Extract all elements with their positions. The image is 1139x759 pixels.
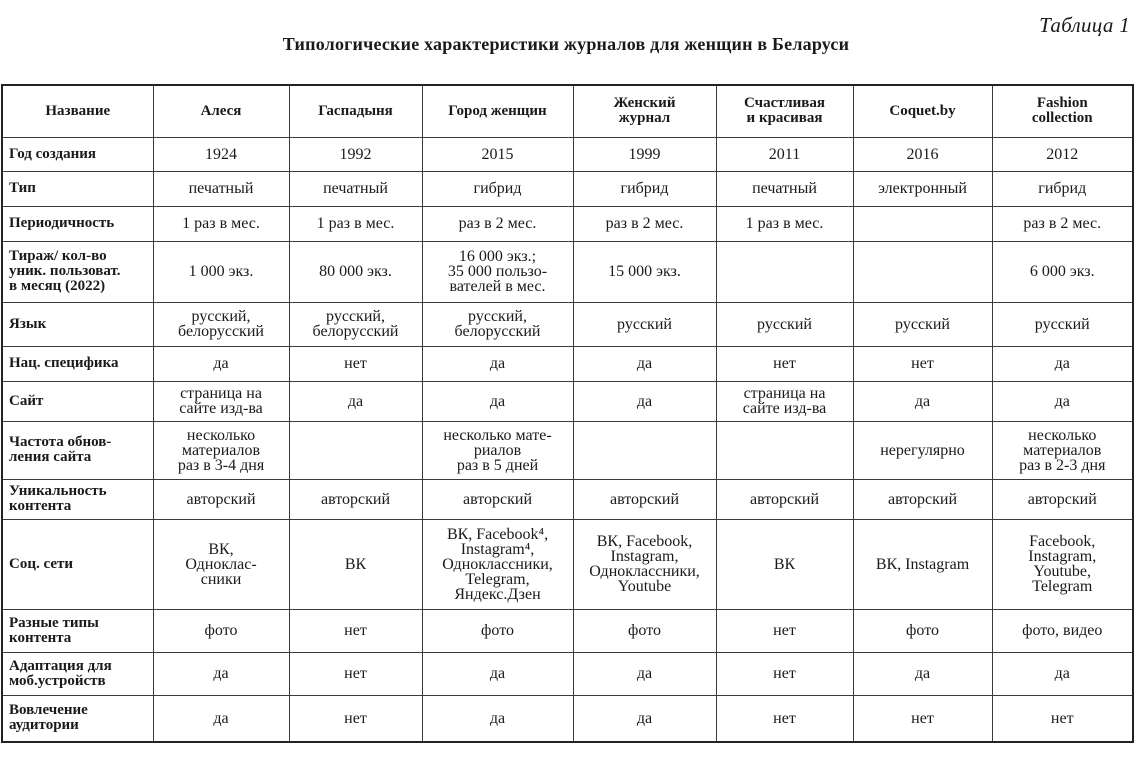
table-row	[2, 479, 1133, 519]
table-cell: нет	[992, 695, 1133, 742]
table-row	[2, 241, 1133, 302]
table-cell: раз в 2 мес.	[573, 206, 716, 241]
table-number-label: Таблица 1	[1039, 13, 1130, 37]
table-cell: 2015	[422, 137, 573, 171]
table-cell: ВК, Facebook, Instagram, Одноклассники, Youtube	[573, 519, 716, 609]
table-cell: раз в 2 мес.	[992, 206, 1133, 241]
table-cell: нет	[289, 346, 422, 381]
table-cell: ВК	[289, 519, 422, 609]
row-label-cell: Адаптация для моб.устройств	[2, 652, 153, 695]
row-label-cell: Вовлечение аудитории	[2, 695, 153, 742]
table-row	[2, 137, 1133, 171]
table-cell: фото	[422, 609, 573, 652]
table-cell: русский	[853, 302, 992, 346]
table-cell: да	[422, 652, 573, 695]
table-cell: печатный	[289, 171, 422, 206]
row-label-cell: Частота обнов- ления сайта	[2, 421, 153, 479]
table-row	[2, 381, 1133, 421]
table-cell: печатный	[153, 171, 289, 206]
table-cell: 2016	[853, 137, 992, 171]
table-cell: нет	[716, 609, 853, 652]
table-cell: авторский	[716, 479, 853, 519]
table-cell: русский	[716, 302, 853, 346]
table-row	[2, 695, 1133, 742]
table-cell: 1992	[289, 137, 422, 171]
table-cell: фото, видео	[992, 609, 1133, 652]
table-cell: 1 раз в мес.	[716, 206, 853, 241]
table-cell	[853, 206, 992, 241]
table-cell: 2012	[992, 137, 1133, 171]
table-cell: русский	[992, 302, 1133, 346]
table-cell: авторский	[573, 479, 716, 519]
table-cell: авторский	[992, 479, 1133, 519]
table-cell: несколько материалов раз в 3-4 дня	[153, 421, 289, 479]
row-label-cell: Тираж/ кол-во уник. пользоват. в месяц (2022)	[2, 241, 153, 302]
row-label-cell: Тип	[2, 171, 153, 206]
table-row	[2, 302, 1133, 346]
table-cell: 16 000 экз.; 35 000 пользо- вателей в мес.	[422, 241, 573, 302]
table-cell: Facebook, Instagram, Youtube, Telegram	[992, 519, 1133, 609]
row-label-cell: Соц. сети	[2, 519, 153, 609]
table-cell: страница на сайте изд-ва	[716, 381, 853, 421]
magazine-typology-table	[1, 84, 1134, 743]
table-cell: да	[289, 381, 422, 421]
table-cell: фото	[153, 609, 289, 652]
table-cell: 6 000 экз.	[992, 241, 1133, 302]
row-label-cell: Периодичность	[2, 206, 153, 241]
table-cell: да	[853, 652, 992, 695]
table-cell: 1999	[573, 137, 716, 171]
table-cell: ВК, Facebook⁴, Instagram⁴, Одноклассники, Telegram, Яндекс.Дзен	[422, 519, 573, 609]
table-cell: страница на сайте изд-ва	[153, 381, 289, 421]
table-cell: русский	[573, 302, 716, 346]
table-cell: фото	[573, 609, 716, 652]
table-cell: печатный	[716, 171, 853, 206]
table-row	[2, 346, 1133, 381]
table-cell: 80 000 экз.	[289, 241, 422, 302]
table-row	[2, 609, 1133, 652]
table-cell: гибрид	[573, 171, 716, 206]
table-cell: раз в 2 мес.	[422, 206, 573, 241]
header-magazine-cell: Город женщин	[422, 85, 573, 137]
header-magazine-cell: Счастливая и красивая	[716, 85, 853, 137]
row-label-cell: Сайт	[2, 381, 153, 421]
row-label-cell: Уникальность контента	[2, 479, 153, 519]
table-cell: 1924	[153, 137, 289, 171]
table-cell: да	[153, 346, 289, 381]
header-magazine-cell: Гаспадыня	[289, 85, 422, 137]
table-cell: несколько материалов раз в 2-3 дня	[992, 421, 1133, 479]
table-cell: ВК	[716, 519, 853, 609]
table-cell: нет	[716, 346, 853, 381]
table-cell: авторский	[853, 479, 992, 519]
table-cell: да	[153, 652, 289, 695]
table-cell	[716, 241, 853, 302]
table-cell: да	[992, 381, 1133, 421]
row-label-cell: Разные типы контента	[2, 609, 153, 652]
table-cell: электронный	[853, 171, 992, 206]
table-cell: да	[422, 381, 573, 421]
table-cell: да	[422, 695, 573, 742]
table-cell: нет	[716, 695, 853, 742]
row-label-cell: Язык	[2, 302, 153, 346]
table-cell: гибрид	[422, 171, 573, 206]
table-cell: да	[573, 695, 716, 742]
header-magazine-cell: Fashion collection	[992, 85, 1133, 137]
table-row	[2, 206, 1133, 241]
table-cell: нерегулярно	[853, 421, 992, 479]
table-cell: ВК, Instagram	[853, 519, 992, 609]
table-cell: 1 000 экз.	[153, 241, 289, 302]
table-cell: авторский	[289, 479, 422, 519]
header-magazine-cell: Алеся	[153, 85, 289, 137]
table-cell: да	[992, 346, 1133, 381]
table-cell: русский, белорусский	[153, 302, 289, 346]
table-cell: нет	[289, 652, 422, 695]
table-cell: да	[573, 346, 716, 381]
header-label-cell: Название	[2, 85, 153, 137]
table-cell: нет	[716, 652, 853, 695]
header-magazine-cell: Женский журнал	[573, 85, 716, 137]
table-cell: нет	[289, 609, 422, 652]
table-cell: нет	[853, 695, 992, 742]
table-cell	[853, 241, 992, 302]
table-cell: нет	[289, 695, 422, 742]
row-label-cell: Год создания	[2, 137, 153, 171]
table-cell: нет	[853, 346, 992, 381]
table-cell: гибрид	[992, 171, 1133, 206]
table-cell: русский, белорусский	[422, 302, 573, 346]
table-row	[2, 519, 1133, 609]
table-cell: авторский	[153, 479, 289, 519]
table-header-row	[2, 85, 1133, 137]
table-cell: авторский	[422, 479, 573, 519]
table-cell: да	[573, 652, 716, 695]
table-cell: русский, белорусский	[289, 302, 422, 346]
table-cell: 1 раз в мес.	[153, 206, 289, 241]
table-cell: да	[573, 381, 716, 421]
table-cell: 1 раз в мес.	[289, 206, 422, 241]
table-cell: фото	[853, 609, 992, 652]
table-cell: да	[153, 695, 289, 742]
table-row	[2, 652, 1133, 695]
table-cell	[289, 421, 422, 479]
table-row	[2, 171, 1133, 206]
table-cell: ВК, Одноклас- сники	[153, 519, 289, 609]
table-cell: да	[422, 346, 573, 381]
table-row	[2, 421, 1133, 479]
table-cell	[573, 421, 716, 479]
table-cell: 2011	[716, 137, 853, 171]
table-cell: 15 000 экз.	[573, 241, 716, 302]
table-cell	[716, 421, 853, 479]
table-cell: несколько мате- риалов раз в 5 дней	[422, 421, 573, 479]
table-cell: да	[992, 652, 1133, 695]
table-cell: да	[853, 381, 992, 421]
header-magazine-cell: Coquet.by	[853, 85, 992, 137]
row-label-cell: Нац. специфика	[2, 346, 153, 381]
page-title: Типологические характеристики журналов для женщин в Беларуси	[282, 34, 850, 54]
